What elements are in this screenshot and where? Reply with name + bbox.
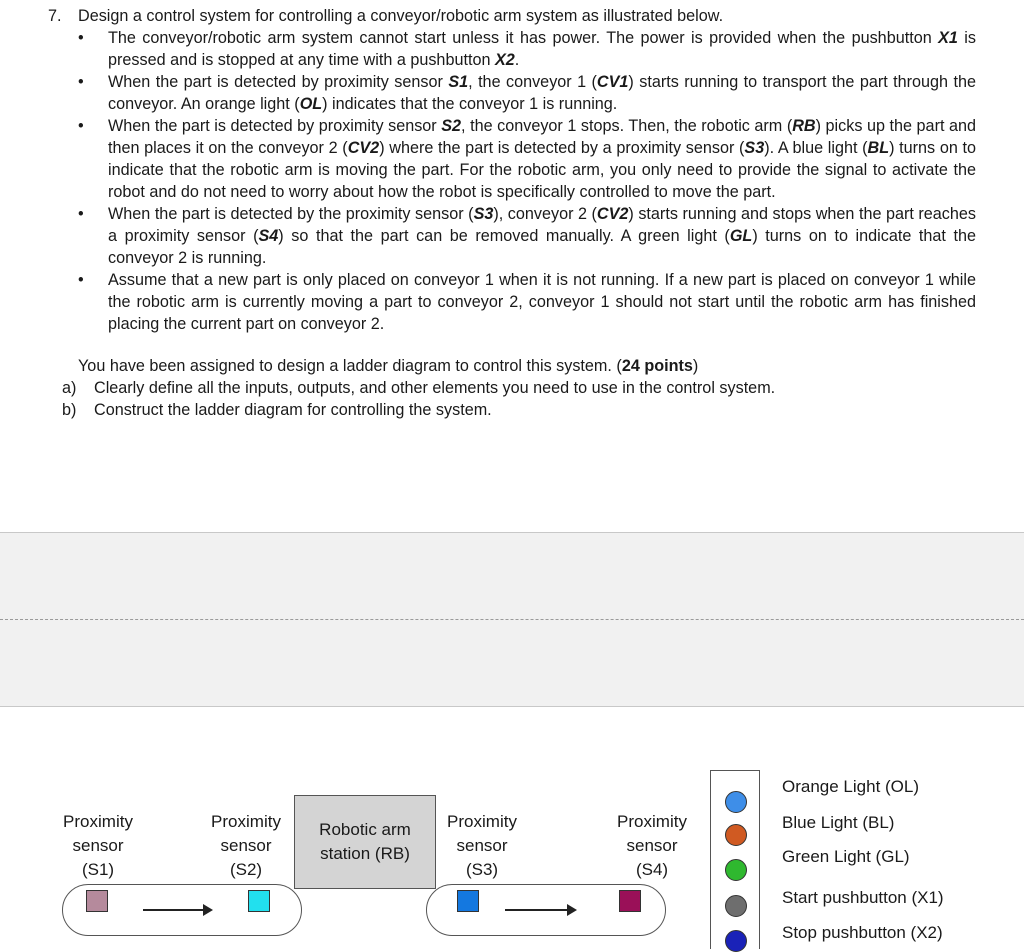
- green-light-icon: [725, 859, 747, 881]
- legend-box: [710, 770, 760, 949]
- sensor-s2-marker: [248, 890, 270, 912]
- start-pushbutton-icon: [725, 895, 747, 917]
- question-intro: Design a control system for controlling a conveyor/robotic arm system as illustrated below.: [78, 7, 724, 25]
- requirement-item: • When the part is detected by proximity sensor S2, the conveyor 1 stops. Then, the robotic arm (RB) picks up the part and then places it on the conveyor 2 (CV2) where the part is detected by a proximity sensor (S3). A blue light (BL) turns on to indicate that the robotic arm is moving the part. For the robotic arm, you only need to provide the signal to activate the robot and do not need to worry about how the robot is specifically controlled to move the part.: [48, 115, 976, 203]
- part-b: b) Construct the ladder diagram for controlling the system.: [62, 401, 492, 419]
- legend-label-green-light: Green Light (GL): [782, 847, 910, 866]
- system-diagram: [0, 760, 1024, 950]
- legend-label-orange-light: Orange Light (OL): [782, 777, 920, 796]
- question-number: 7.: [48, 7, 62, 25]
- legend-label-start-pushbutton: Start pushbutton (X1): [782, 888, 944, 907]
- page-separator-band: [0, 532, 1024, 707]
- question-block: [48, 5, 988, 421]
- blue-light-icon: [725, 824, 747, 846]
- dashed-divider: [0, 619, 1024, 620]
- requirements-list: [48, 27, 988, 335]
- assignment-text: You have been assigned to design a ladder diagram to control this system. (24 points): [78, 357, 699, 375]
- robotic-arm-station: Robotic arm station (RB): [294, 795, 436, 889]
- requirement-item: • Assume that a new part is only placed on conveyor 1 when it is not running. If a new part is placed on conveyor 1 while the robotic arm is currently moving a part to conveyor 2, conveyor 1 should not start until the robotic arm has finished placing the current part on conveyor 2.: [48, 269, 976, 335]
- conveyor-1-direction-arrow: [143, 909, 211, 911]
- sensor-s3-marker: [457, 890, 479, 912]
- points-value: 24 points: [621, 357, 693, 375]
- legend-label-stop-pushbutton: Stop pushbutton (X2): [782, 923, 943, 942]
- sensor-label-s4: Proximity sensor (S4): [617, 812, 687, 879]
- requirement-item: • When the part is detected by the proximity sensor (S3), conveyor 2 (CV2) starts running and stops when the part reaches a proximity sensor (S4) so that the part can be removed manually. A green light (GL) turns on to indicate that the conveyor 2 is running.: [48, 203, 976, 269]
- part-a: a) Clearly define all the inputs, outputs, and other elements you need to use in the control system.: [62, 379, 776, 397]
- stop-pushbutton-icon: [725, 930, 747, 952]
- sensor-s4-marker: [619, 890, 641, 912]
- legend-label-blue-light: Blue Light (BL): [782, 813, 895, 832]
- requirement-item: • The conveyor/robotic arm system cannot start unless it has power. The power is provided when the pushbutton X1 is pressed and is stopped at any time with a pushbutton X2.: [48, 27, 976, 71]
- orange-light-icon: [725, 791, 747, 813]
- conveyor-2-direction-arrow: [505, 909, 575, 911]
- sensor-label-s1: Proximity sensor (S1): [63, 812, 133, 879]
- sensor-label-s3: Proximity sensor (S3): [447, 812, 517, 879]
- sensor-label-s2: Proximity sensor (S2): [211, 812, 281, 879]
- sensor-s1-marker: [86, 890, 108, 912]
- requirement-item: • When the part is detected by proximity sensor S1, the conveyor 1 (CV1) starts running to transport the part through the conveyor. An orange light (OL) indicates that the conveyor 1 is running.: [48, 71, 976, 115]
